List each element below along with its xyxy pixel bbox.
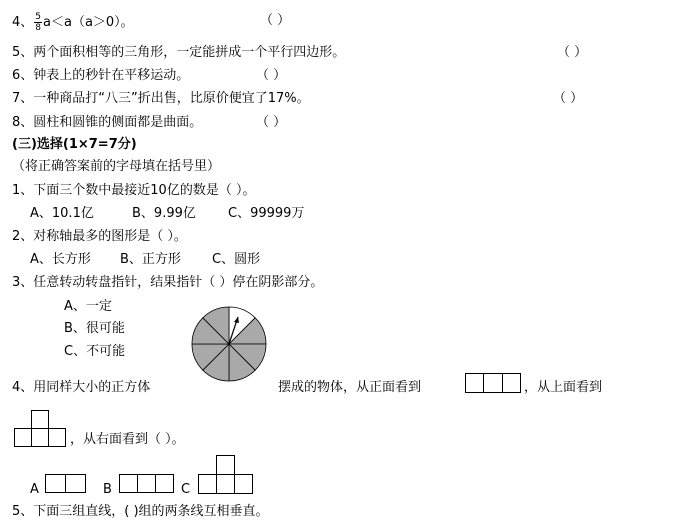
section3-instruction: （将正确答案前的字母填在括号里） <box>12 159 221 174</box>
mc-q4-part4: ，从右面看到（ ）。 <box>70 432 185 447</box>
mc-q5: 5、下面三组直线，( )组的两条线互相垂直。 <box>12 504 269 519</box>
mc-q3-option-c[interactable]: C、不可能 <box>64 344 126 359</box>
judgement-q6: 6、钟表上的秒针在平移运动。 <box>12 68 190 83</box>
mc-q1-option-b[interactable]: B、9.99亿 <box>132 206 196 221</box>
q4-label: 4、 <box>12 15 34 30</box>
judgement-q5: 5、两个面积相等的三角形，一定能拼成一个平行四边形。 <box>12 45 346 60</box>
section3-title: (三)选择(1×7=7分) <box>12 137 137 152</box>
q7-answer-paren[interactable]: （ ） <box>553 91 584 106</box>
option-c-figure[interactable] <box>198 455 254 495</box>
mc-q4-part3: ，从上面看到 <box>524 380 603 395</box>
mc-q4-option-a-label[interactable]: A <box>30 482 39 497</box>
q5-answer-paren[interactable]: （ ） <box>557 45 588 60</box>
mc-q2-option-c[interactable]: C、圆形 <box>212 252 261 267</box>
judgement-q7: 7、一种商品打“八三”折出售，比原价便宜了17%。 <box>12 91 310 106</box>
mc-q4-option-c-label[interactable]: C <box>181 482 191 497</box>
option-b-figure[interactable] <box>119 474 175 494</box>
judgement-q4 <box>12 12 134 33</box>
front-view-figure <box>465 373 522 394</box>
mc-q3: 3、任意转动转盘指针，结果指针（ ）停在阴影部分。 <box>12 275 324 290</box>
q4-frac-den: 8 <box>35 23 42 33</box>
q6-answer-paren[interactable]: （ ） <box>256 68 287 83</box>
mc-q2-option-a[interactable]: A、长方形 <box>30 252 91 267</box>
top-view-figure <box>14 410 68 448</box>
option-a-figure[interactable] <box>45 474 87 494</box>
spinner-wheel <box>189 304 269 384</box>
mc-q3-option-b[interactable]: B、很可能 <box>64 321 125 336</box>
mc-q1-option-a[interactable]: A、10.1亿 <box>30 206 94 221</box>
mc-q1: 1、下面三个数中最接近10亿的数是（ ）。 <box>12 183 256 198</box>
mc-q2: 2、对称轴最多的图形是（ ）。 <box>12 229 187 244</box>
mc-q4-part2: 摆成的物体，从正面看到 <box>278 380 422 395</box>
mc-q4-option-b-label[interactable]: B <box>103 482 112 497</box>
mc-q3-option-a[interactable]: A、一定 <box>64 299 112 314</box>
mc-q4-part1: 4、用同样大小的正方体 <box>12 380 151 395</box>
q4-expr: a＜a（a＞0）。 <box>43 15 134 30</box>
q4-frac-num: 5 <box>35 12 42 22</box>
q4-fraction <box>34 12 42 33</box>
q4-answer-paren[interactable]: （ ） <box>260 13 291 28</box>
q8-answer-paren[interactable]: （ ） <box>256 115 287 130</box>
judgement-q8: 8、圆柱和圆锥的侧面都是曲面。 <box>12 115 203 130</box>
mc-q2-option-b[interactable]: B、正方形 <box>120 252 181 267</box>
mc-q1-option-c[interactable]: C、99999万 <box>228 206 305 221</box>
